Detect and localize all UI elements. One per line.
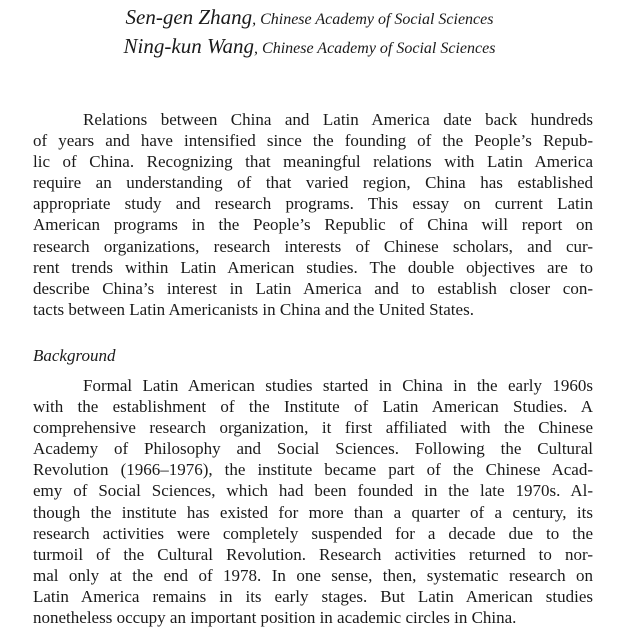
text-line: research organizations, research interests of Chinese scholars, and cur- [33,236,593,256]
text-line: describe China’s interest in Latin America and to establish closer con- [33,278,593,298]
abstract-paragraph [33,109,593,320]
text-line: Formal Latin American studies started in China in the early 1960s [83,376,593,395]
author-name: Sen-gen Zhang [125,5,253,29]
text-line: Latin America remains in its early stages. But Latin American studies [33,586,593,606]
text-line: turmoil of the Cultural Revolution. Research activities returned to nor- [33,544,593,564]
text-line: of years and have intensified since the founding of the People’s Repub- [33,131,593,151]
text-line: Academy of Philosophy and Social Sciences. Following the Cultural [33,439,593,459]
text-line: though the institute has existed for more than a quarter of a century, its [33,502,593,522]
text-line: nonetheless occupy an important position in academic circles in China. [33,608,517,628]
text-line: appropriate study and research programs. This essay on current Latin [33,194,593,214]
text-line: with the establishment of the Institute of Latin American Studies. A [33,397,593,417]
text-line: American programs in the People’s Republic of China will report on [33,215,593,235]
text-line: comprehensive research organization, it first affiliated with the Chinese [33,418,593,438]
author-affiliation: Chinese Academy of Social Sciences [262,40,496,57]
author-name: Ning-kun Wang [123,34,255,58]
section-heading: Background [33,346,116,365]
author-line-2 [0,32,619,61]
text-line: Revolution (1966–1976), the institute became part of the Chinese Acad- [33,460,593,480]
text-line: mal only at the end of 1978. In one sense, then, systematic research on [33,565,593,585]
text-line: research activities were completely suspended for a decade due to the [33,523,593,543]
author-affiliation: Chinese Academy of Social Sciences [260,11,494,28]
text-line: emy of Social Sciences, which had been founded in the late 1970s. Al- [33,481,593,501]
author-block [0,3,619,61]
text-line: Relations between China and Latin America date back hundreds [83,110,593,129]
author-line-1 [0,3,619,32]
text-line: lic of China. Recognizing that meaningful relations with Latin America [33,152,593,172]
text-line: require an understanding of that varied region, China has established [33,173,593,193]
text-line: rent trends within Latin American studies. The double objectives are to [33,257,593,277]
body-paragraph [33,375,593,628]
text-line: tacts between Latin Americanists in China and the United States. [33,299,474,319]
author-affiliation-prefix: , [252,11,261,28]
author-affiliation-prefix: , [254,40,263,57]
